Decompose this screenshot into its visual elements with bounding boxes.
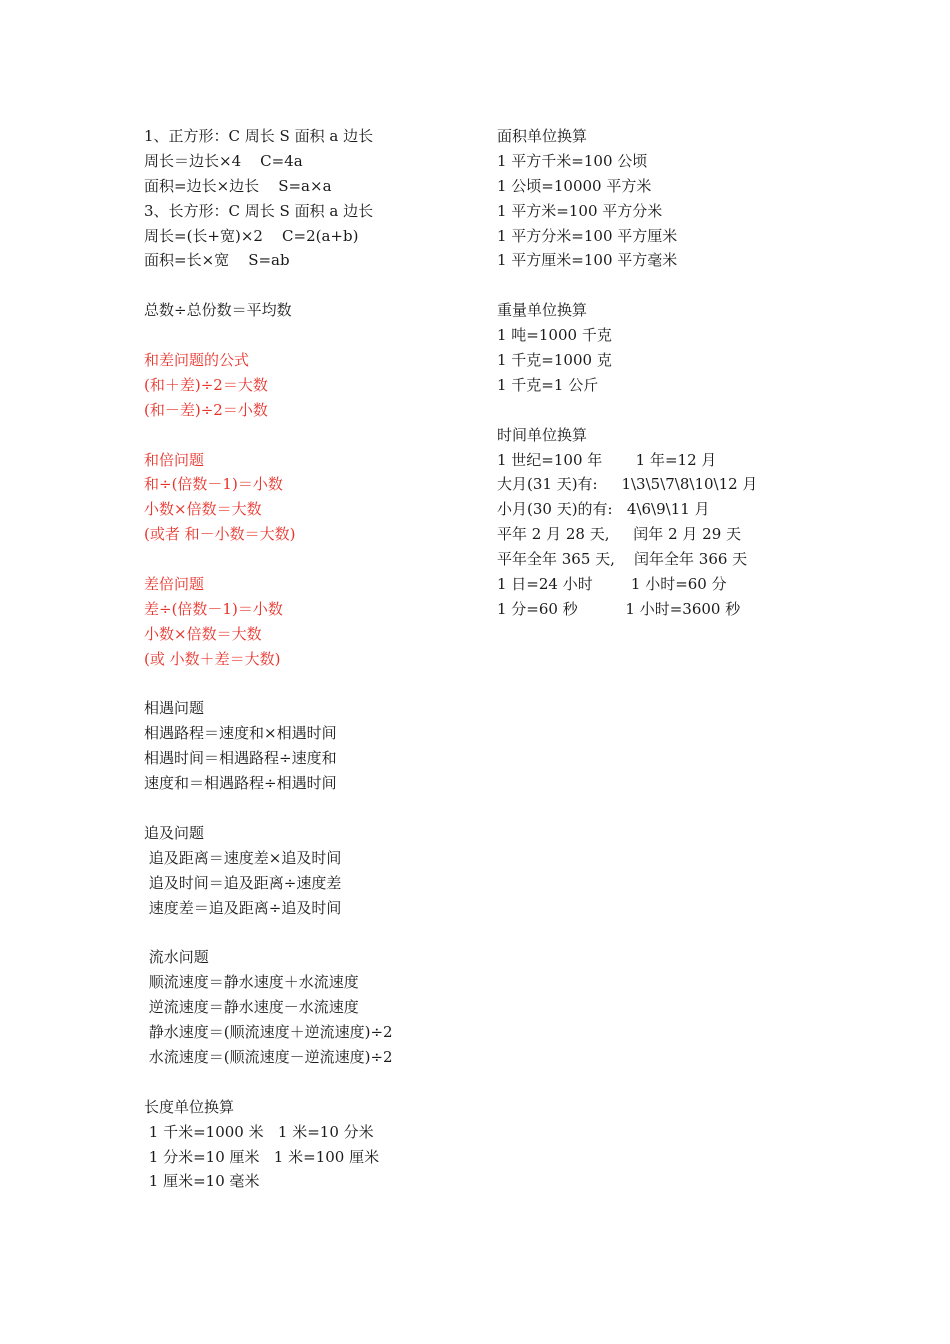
spacer [144, 547, 484, 572]
square-heading: 1、正方形：C 周长 S 面积 a 边长 [144, 127, 374, 145]
square-perimeter: 周长＝边长×4 C=4a [144, 151, 303, 170]
spacer [144, 1070, 484, 1095]
diff-multiple-formula: 小数×倍数＝大数 [144, 624, 262, 643]
time-conversion: 平年 2 月 28 天, 闰年 2 月 29 天 [497, 525, 742, 544]
current-heading: 流水问题 [144, 948, 209, 967]
area-heading: 面积单位换算 [497, 127, 588, 145]
left-column [144, 124, 484, 1194]
sum-diff-formula: (和＋差)÷2＝大数 [144, 375, 268, 394]
square-area: 面积=边长×边长 S=a×a [144, 176, 332, 195]
sum-diff-heading: 和差问题的公式 [144, 351, 250, 370]
time-conversion: 平年全年 365 天, 闰年全年 366 天 [497, 550, 748, 569]
chase-formula: 追及时间＝追及距离÷速度差 [144, 873, 342, 892]
length-conversion: 1 分米=10 厘米 1 米=100 厘米 [144, 1147, 380, 1166]
current-formula: 水流速度＝(顺流速度－逆流速度)÷2 [144, 1047, 393, 1066]
time-conversion: 1 世纪=100 年 1 年=12 月 [497, 450, 717, 469]
rectangle-heading: 3、长方形：C 周长 S 面积 a 边长 [144, 201, 374, 220]
current-formula: 逆流速度＝静水速度－水流速度 [144, 998, 359, 1017]
weight-conversion: 1 千克=1 公斤 [497, 375, 599, 394]
area-conversion: 1 平方米=100 平方分米 [497, 201, 663, 220]
area-conversion: 1 平方厘米=100 平方毫米 [497, 251, 678, 270]
spacer [144, 796, 484, 821]
current-formula: 顺流速度＝静水速度＋水流速度 [144, 973, 359, 992]
rectangle-perimeter: 周长=(长+宽)×2 C=2(a+b) [144, 226, 359, 245]
sum-multiple-heading: 和倍问题 [144, 450, 205, 469]
time-heading: 时间单位换算 [497, 425, 588, 444]
spacer [497, 273, 917, 298]
spacer [144, 921, 484, 946]
time-conversion: 大月(31 天)有: 1\3\5\7\8\10\12 月 [497, 475, 758, 494]
meeting-formula: 相遇时间＝相遇路程÷速度和 [144, 749, 337, 768]
area-conversion: 1 平方分米=100 平方厘米 [497, 226, 678, 245]
meeting-formula: 相遇路程＝速度和×相遇时间 [144, 724, 337, 743]
right-column [497, 124, 917, 622]
diff-multiple-formula: 差÷(倍数－1)＝小数 [144, 599, 283, 618]
area-conversion: 1 平方千米=100 公顷 [497, 151, 648, 170]
diff-multiple-formula: (或 小数＋差＝大数) [144, 649, 281, 668]
chase-formula: 速度差＝追及距离÷追及时间 [144, 898, 342, 917]
rectangle-area: 面积=长×宽 S=ab [144, 251, 290, 270]
area-conversion: 1 公顷=10000 平方米 [497, 176, 652, 195]
meeting-formula: 速度和＝相遇路程÷相遇时间 [144, 774, 337, 793]
weight-heading: 重量单位换算 [497, 301, 588, 320]
time-conversion: 1 分=60 秒 1 小时=3600 秒 [497, 599, 741, 618]
time-conversion: 小月(30 天)的有: 4\6\9\11 月 [497, 500, 710, 519]
length-heading: 长度单位换算 [144, 1097, 235, 1116]
current-formula: 静水速度＝(顺流速度＋逆流速度)÷2 [144, 1023, 393, 1042]
weight-conversion: 1 吨=1000 千克 [497, 326, 612, 345]
meeting-heading: 相遇问题 [144, 699, 205, 718]
sum-multiple-formula: 小数×倍数＝大数 [144, 500, 262, 519]
sum-multiple-formula: 和÷(倍数－1)＝小数 [144, 475, 283, 494]
spacer [144, 323, 484, 348]
length-conversion: 1 千米=1000 米 1 米=10 分米 [144, 1122, 374, 1141]
spacer [144, 273, 484, 298]
weight-conversion: 1 千克=1000 克 [497, 351, 612, 370]
average-formula: 总数÷总份数＝平均数 [144, 301, 292, 320]
spacer [144, 423, 484, 448]
length-conversion: 1 厘米=10 毫米 [144, 1172, 260, 1191]
sum-multiple-formula: (或者 和－小数＝大数) [144, 525, 296, 544]
time-conversion: 1 日=24 小时 1 小时=60 分 [497, 575, 727, 594]
diff-multiple-heading: 差倍问题 [144, 575, 205, 594]
chase-formula: 追及距离＝速度差×追及时间 [144, 848, 342, 867]
spacer [144, 672, 484, 697]
sum-diff-formula: (和－差)÷2＝小数 [144, 400, 268, 419]
spacer [497, 398, 917, 423]
chase-heading: 追及问题 [144, 823, 205, 842]
